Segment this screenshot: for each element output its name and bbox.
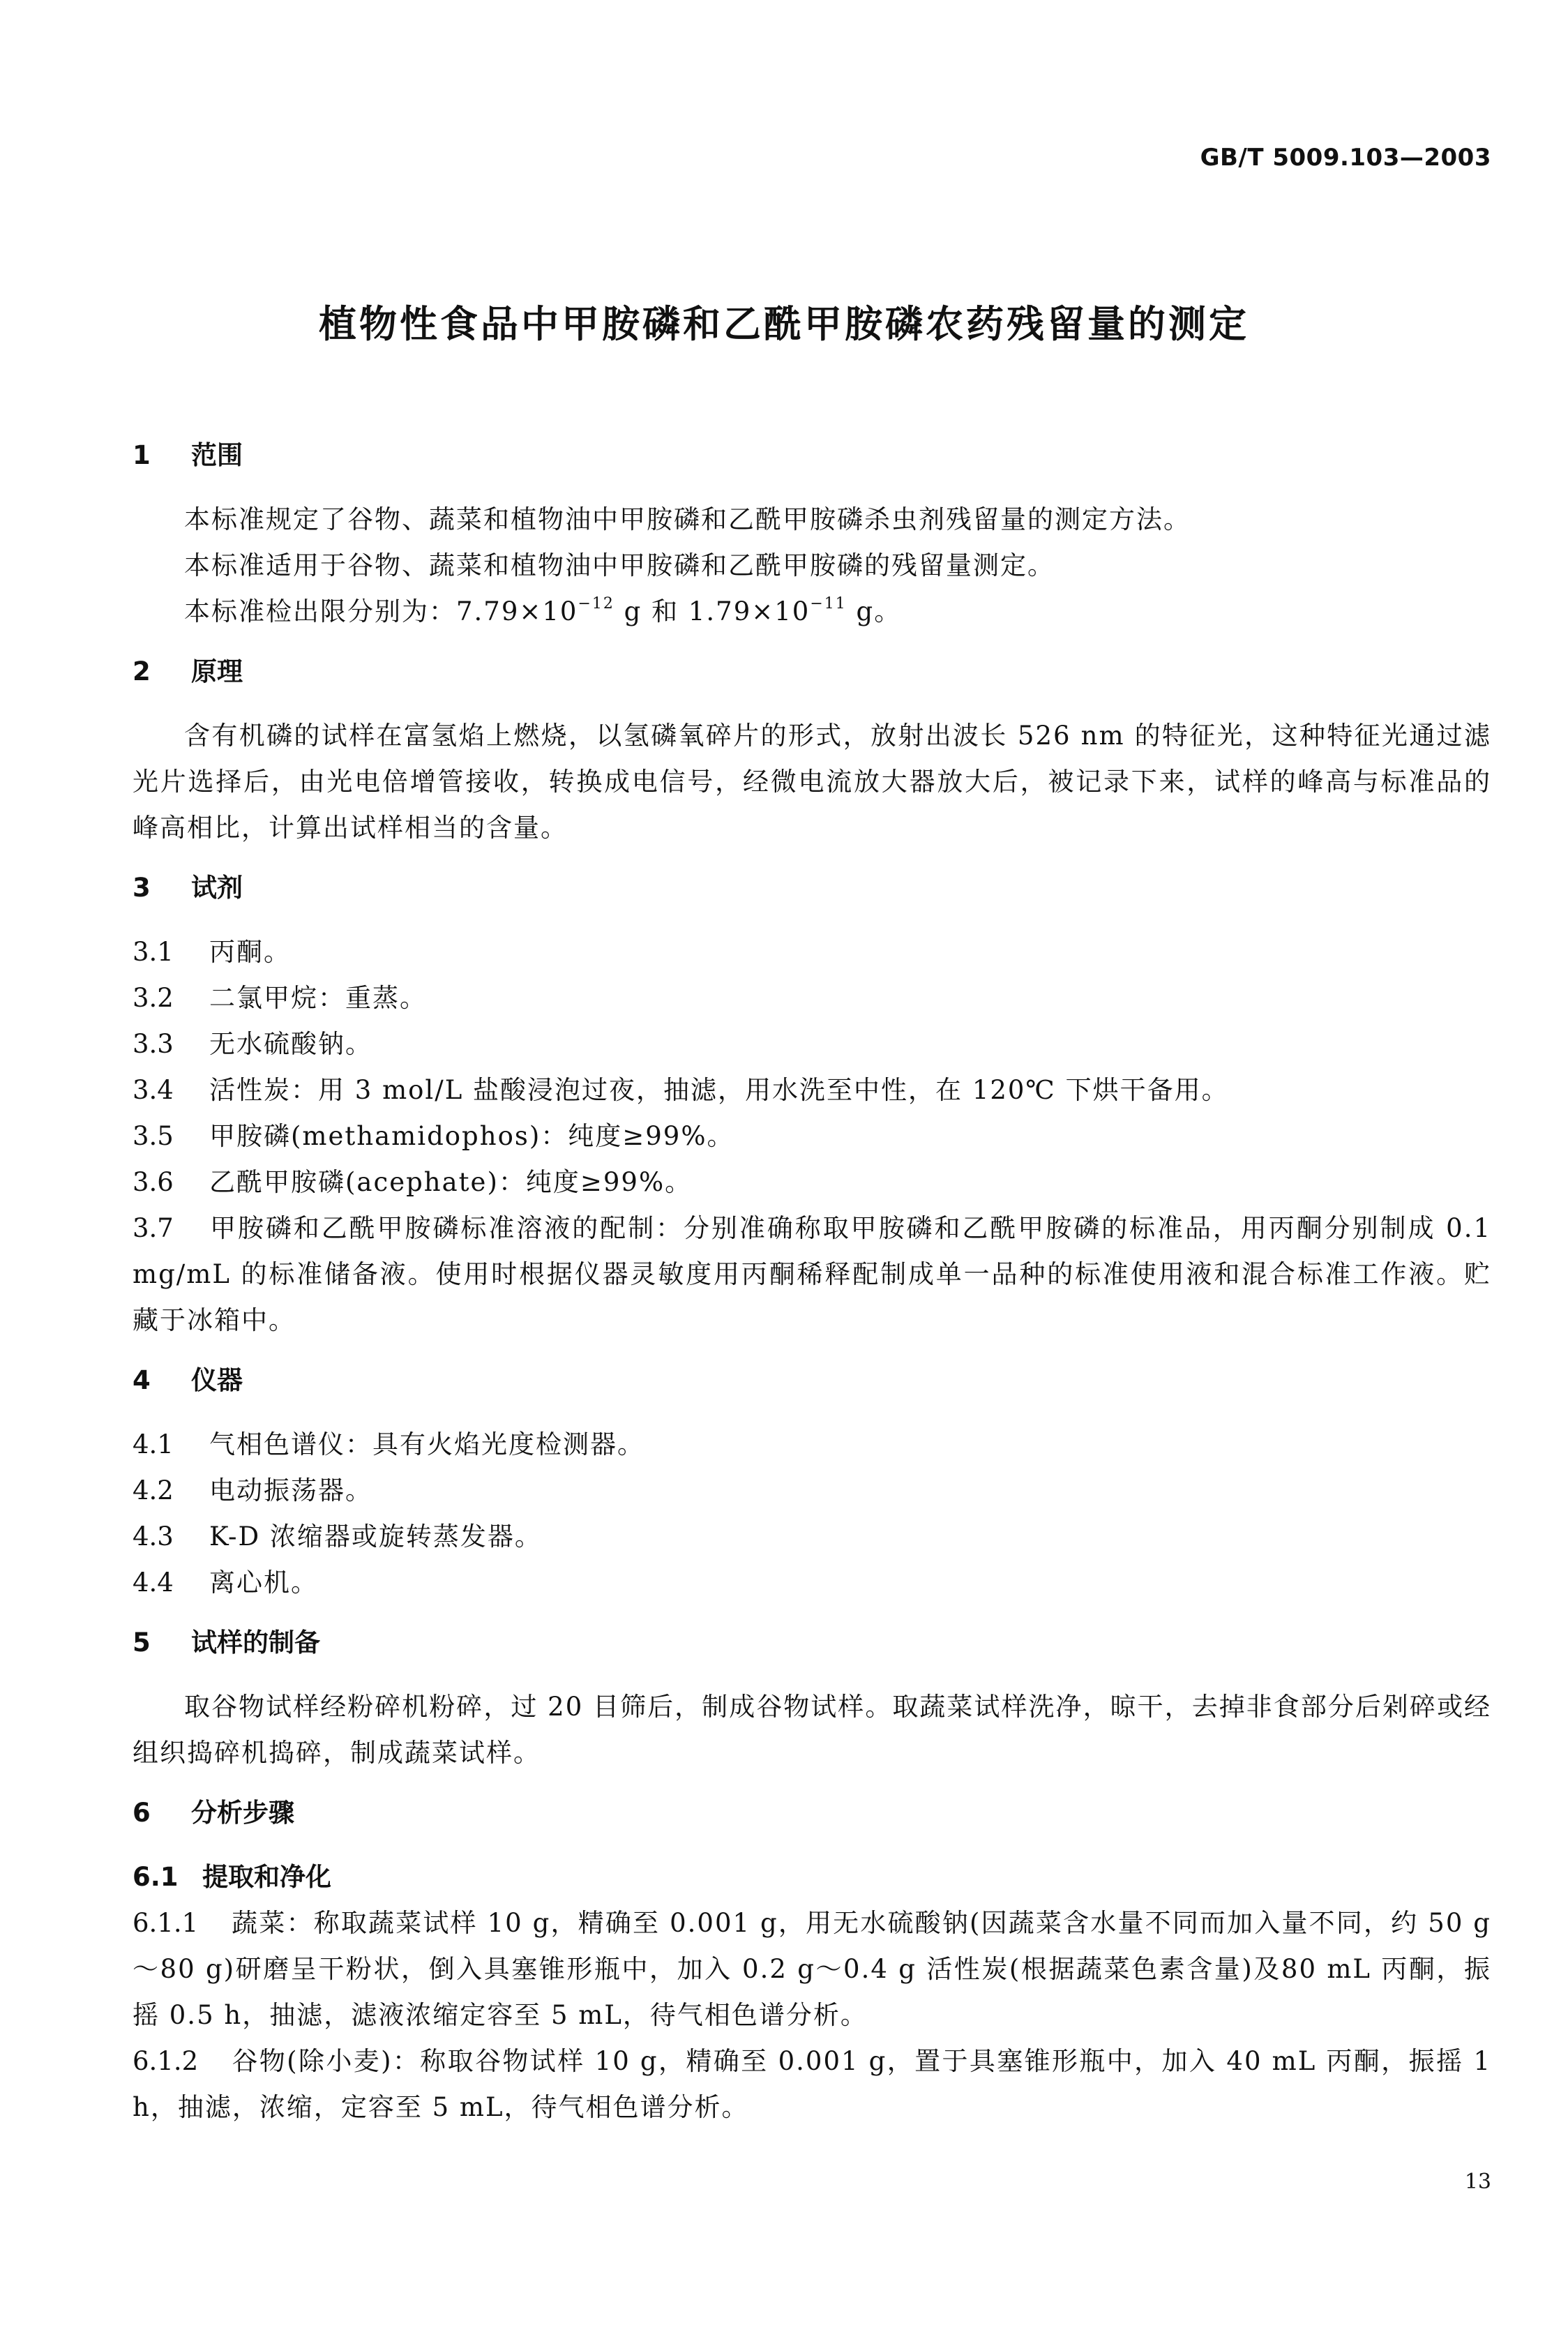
reagent-item: 3.6 乙酰甲胺磷(acephate)：纯度≥99%。 bbox=[133, 1167, 693, 1197]
page-number: 13 bbox=[1464, 2170, 1491, 2194]
section-1-heading: 1 范围 bbox=[133, 440, 243, 470]
reagent-item: 3.2 二氯甲烷：重蒸。 bbox=[133, 983, 427, 1013]
section-4-heading: 4 仪器 bbox=[133, 1365, 243, 1395]
section-2-heading: 2 原理 bbox=[133, 656, 243, 686]
procedure-item: 6.1.2 谷物(除小麦)：称取谷物试样 10 g，精确至 0.001 g，置于具塞锥形瓶中，加入 40 mL 丙酮，振摇 1 h，抽滤，浓缩，定容至 5 mL，待气相色谱分析。 bbox=[133, 2046, 1491, 2122]
section-6-heading: 6 分析步骤 bbox=[133, 1798, 294, 1828]
reagent-item: 3.4 活性炭：用 3 mol/L 盐酸浸泡过夜，抽滤，用水洗至中性，在 120℃ 下烘干备用。 bbox=[133, 1075, 1229, 1105]
section-1-paragraph: 本标准适用于谷物、蔬菜和植物油中甲胺磷和乙酰甲胺磷的残留量测定。 bbox=[184, 550, 1055, 580]
reagent-item: 3.7 甲胺磷和乙酰甲胺磷标准溶液的配制：分别准确称取甲胺磷和乙酰甲胺磷的标准品，用丙酮分别制成 0.1 mg/mL 的标准储备液。使用时根据仪器灵敏度用丙酮稀释配制成单一品种的标准使用液和混合标准工作液。贮藏于冰箱中。 bbox=[133, 1213, 1491, 1335]
instrument-item: 4.3 K-D 浓缩器或旋转蒸发器。 bbox=[133, 1522, 542, 1552]
section-5-paragraph: 取谷物试样经粉碎机粉碎，过 20 目筛后，制成谷物试样。取蔬菜试样洗净，晾干，去掉非食部分后剁碎或经组织捣碎机捣碎，制成蔬菜试样。 bbox=[133, 1692, 1491, 1768]
procedure-item: 6.1.1 蔬菜：称取蔬菜试样 10 g，精确至 0.001 g，用无水硫酸钠(因蔬菜含水量不同而加入量不同，约 50 g～80 g)研磨呈干粉状，倒入具塞锥形瓶中，加入 0.2 g～0.4 g 活性炭(根据蔬菜色素含量)及80 mL 丙酮，振摇 0.5 h，抽滤，滤液浓缩定容至 5 mL，待气相色谱分析。 bbox=[133, 1908, 1491, 2030]
instrument-item: 4.1 气相色谱仪：具有火焰光度检测器。 bbox=[133, 1429, 644, 1459]
section-5-heading: 5 试样的制备 bbox=[133, 1628, 320, 1658]
subsection-6-1-heading: 6.1 提取和净化 bbox=[133, 1862, 331, 1892]
section-1-paragraph: 本标准规定了谷物、蔬菜和植物油中甲胺磷和乙酰甲胺磷杀虫剂残留量的测定方法。 bbox=[184, 504, 1191, 534]
section-2-paragraph: 含有机磷的试样在富氢焰上燃烧，以氢磷氧碎片的形式，放射出波长 526 nm 的特征光，这种特征光通过滤光片选择后，由光电倍增管接收，转换成电信号，经微电流放大器放大后，被记录下来，试样的峰高与标准品的峰高相比，计算出试样相当的含量。 bbox=[133, 721, 1491, 843]
section-3-heading: 3 试剂 bbox=[133, 873, 243, 903]
reagent-item: 3.3 无水硫酸钠。 bbox=[133, 1029, 372, 1059]
reagent-item: 3.5 甲胺磷(methamidophos)：纯度≥99%。 bbox=[133, 1121, 734, 1151]
instrument-item: 4.4 离心机。 bbox=[133, 1568, 318, 1598]
reagent-item: 3.1 丙酮。 bbox=[133, 937, 291, 967]
standard-number: GB/T 5009.103—2003 bbox=[1200, 144, 1491, 172]
detection-limit-paragraph: 本标准检出限分别为：$7.79\times 10^{-12}$ g 和 $1.79\times 10^{-11}$ g。 bbox=[184, 594, 902, 626]
document-body bbox=[133, 433, 1491, 2131]
document-title: 植物性食品中甲胺磷和乙酰甲胺磷农药残留量的测定 bbox=[319, 302, 1249, 346]
instrument-item: 4.2 电动振荡器。 bbox=[133, 1475, 372, 1505]
